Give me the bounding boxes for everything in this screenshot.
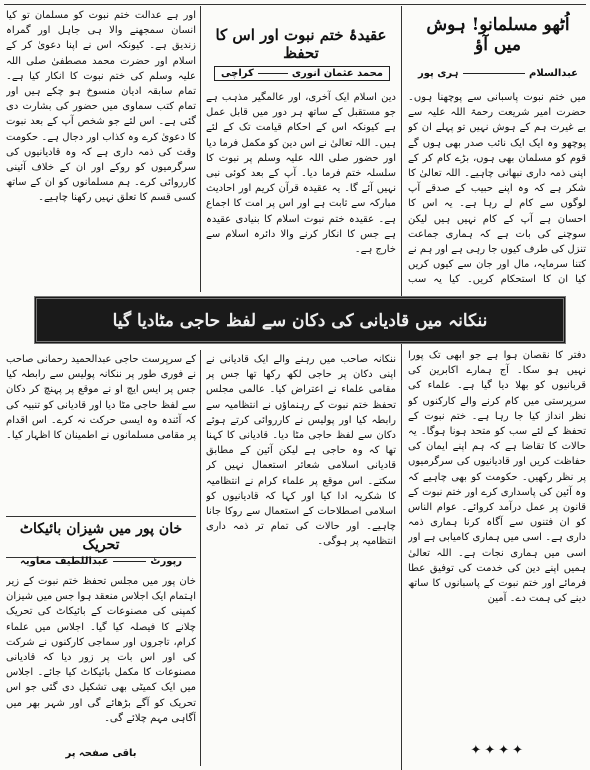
byline-separator xyxy=(258,73,288,74)
column-divider xyxy=(200,350,201,766)
sub-byline-name: عبداللطیف معاویہ xyxy=(20,556,109,567)
article-byline xyxy=(418,68,578,79)
byline-name: عبدالسلام xyxy=(529,68,578,79)
article-column-right-bottom: دفتر کا نقصان ہوا ہے جو ابھی تک پورا نہیں ہو سکا۔ آج ہمارے اکابرین کی قربانیوں کو بھلا دیا گیا ہے۔ علماء کی سرپرستی میں کام کرنے والے کارکنوں کو نظر انداز کیا جا رہا ہے۔ ختم نبوت کے تحفظ کے لئے سب کو متحد ہونا ہوگا۔ یہ حالات کا تقاضا ہے کہ ہم اپنے ایمان کی حفاظت کریں اور قادیانیوں کی سرگرمیوں پر نظر رکھیں۔ حکومت کو بھی چاہیے کہ وہ آئین کی پاسداری کرے اور ختم نبوت کے قانون پر عمل درآمد کروائے۔ عوام الناس کو ان فتنوں سے آگاہ کرنا ہماری ذمہ داری ہے۔ اسی میں ہماری کامیابی ہے اور اسی میں ہماری نجات ہے۔ اللہ تعالیٰ ہمیں اپنے دین کی خدمت کی توفیق عطا فرمائے اور ختم نبوت کے پاسبانوں کا ساتھ دینے کی ہمت دے۔ آمین xyxy=(408,350,586,605)
closing-ornament: ✦✦✦✦ xyxy=(470,743,526,758)
article-headline: اُٹھو مسلمانو! ہوش میں آؤ xyxy=(426,15,570,55)
news-report-column: ننکانہ صاحب میں رہنے والے ایک قادیانی نے اپنی دکان پر حاجی لکھ رکھا تھا جس پر مقامی علماء نے اعتراض کیا۔ عالمی مجلس تحفظ ختم نبوت کے رہنماؤں نے انتظامیہ سے رابطہ کیا اور پولیس نے کارروائی کرتے ہوئے دکان سے لفظ حاجی مٹا دیا۔ قادیانی کا کہنا تھا کہ وہ حاجی ہے لیکن آئین کے مطابق قادیانی اسلامی شعائر استعمال نہیں کر سکتے۔ اس موقع پر علماء کرام نے انتظامیہ کا شکریہ ادا کیا اور کہا کہ قادیانیوں کو اسلامی اصطلاحات کے استعمال سے روکا جانا چاہیے۔ اور حالات کی تمام تر ذمہ داری انتظامیہ پر ہوگی۔ xyxy=(206,354,396,548)
article-column-right-top: میں ختم نبوت پاسبانی سے پوچھنا ہوں۔ حضرت امیر شریعت رحمۃ اللہ علیہ سے بے غیرت ہم کے ہوش نہیں تو پہلے ان کو پوچھو وہ ایک ایک نائب صدر بھی ہوں گے قوم کو مسلمان بھی ہوں، بڑے کام کر کے اپنی ذمہ داری نبھانی چاہیے۔ اللہ تعالیٰ کا شکر ہے کہ وہ اپنے حبیب کے صدقے آپ لوگوں سے کام لے رہا ہے۔ یہ اس کا احسان ہے آپ کے کام نہیں ہیں لیکن سوچنے کی بات ہے کہ ہماری جماعت تنزل کی طرف کیوں جا رہی ہے اور ہم نے کتنا سرمایہ، مال اور جان سے کیوں کریں کیا ان کا استحکام کریں۔ کیا یہ سب xyxy=(408,92,586,286)
column-divider xyxy=(200,6,201,292)
column-divider xyxy=(401,6,402,770)
article-byline xyxy=(214,66,390,81)
sub-byline-label: رپورٹ xyxy=(150,556,182,567)
article-column-middle-top: دین اسلام ایک آخری، اور عالمگیر مذہب ہے جو مستقبل کے ساتھ ہر دور میں قابل عمل ہے کیونکہ اس کے احکام قیامت تک کے لئے ہیں۔ اللہ تعالیٰ نے اس دین کو مکمل فرما دیا اور حضور صلی اللہ علیہ وسلم پر نبوت کا سلسلہ ختم فرما دیا۔ آپ کے بعد کوئی نبی نہیں آئے گا۔ یہ عقیدہ قرآن کریم اور احادیث مبارکہ سے ثابت ہے اور اس پر امت کا اجماع ہے۔ عقیدہ ختم نبوت اسلام کا بنیادی عقیدہ ہے جس کا انکار کرنے والا دائرہ اسلام سے خارج ہے۔ xyxy=(206,92,396,256)
news-report-continued: کے سرپرست حاجی عبدالحمید رحمانی صاحب نے فوری طور پر ننکانہ پولیس سے رابطہ کیا جس پر ایس ایچ او نے موقع پر پہنچ کر دکان سے لفظ حاجی مٹا دیا اور قادیانی کو تنبیہ کی کہ آئندہ وہ ایسی حرکت نہ کرے۔ اس اقدام پر مقامی مسلمانوں نے اطمینان کا اظہار کیا۔ xyxy=(6,354,196,442)
top-border xyxy=(4,4,586,5)
article-column-left-top: اور ہے عدالت ختم نبوت کو مسلمان تو کیا انسان سمجھنے والا ہی جاہل اور گمراہ زندیق ہے۔ کیونکہ اس نے اپنا دعویٰ کر کے اسلام اور حضرت محمد مصطفیٰ صلی اللہ علیہ وسلم کی ختم نبوت کا انکار کیا ہے۔ تمام سابقہ ادیان منسوخ ہو چکے ہیں اور تمام کتب سماوی میں حضور کی بشارت دی گئی ہے۔ اس لئے جو شخص آپ کے بعد نبوت کا دعویٰ کرے وہ کذاب اور دجال ہے۔ حکومت وقت کی ذمہ داری ہے کہ وہ قادیانیوں کی سرگرمیوں کو روکے اور ان کے خلاف آئینی کارروائی کرے۔ ہم مسلمانوں کو ان کے ساتھ کسی قسم کا تعلق نہیں رکھنا چاہیے۔ xyxy=(6,10,196,204)
article-headline: عقیدۂ ختم نبوت اور اس کا تحفظ xyxy=(215,26,387,62)
byline-separator xyxy=(113,561,147,562)
continued-note: باقی صفحہ پر xyxy=(65,748,137,759)
byline-place: کراچی xyxy=(221,68,254,79)
byline-separator xyxy=(463,73,526,74)
byline-name: محمد عثمان انوری xyxy=(291,68,383,79)
news-banner-title: ننکانہ میں قادیانی کی دکان سے لفظ حاجی مٹادیا گیا xyxy=(112,310,488,331)
news-banner xyxy=(34,296,566,344)
sub-headline: خان پور میں شیزان بائیکاٹ تحریک xyxy=(6,516,196,558)
byline-place: ہری پور xyxy=(418,68,459,79)
sub-byline xyxy=(20,556,182,567)
boycott-report-column: خان پور میں مجلس تحفظ ختم نبوت کے زیر اہتمام ایک اجلاس منعقد ہوا جس میں شیزان کمپنی کی مصنوعات کے بائیکاٹ کی تحریک چلانے کا فیصلہ کیا گیا۔ اجلاس میں علماء کرام، تاجروں اور سماجی کارکنوں نے شرکت کی اور اس بات پر زور دیا کہ قادیانی مصنوعات کا مکمل بائیکاٹ کیا جائے۔ اجلاس میں ایک کمیٹی بھی تشکیل دی گئی جو اس تحریک کو آگے بڑھائے گی اور شہر بھر میں آگاہی مہم چلائے گی۔ xyxy=(6,576,196,724)
